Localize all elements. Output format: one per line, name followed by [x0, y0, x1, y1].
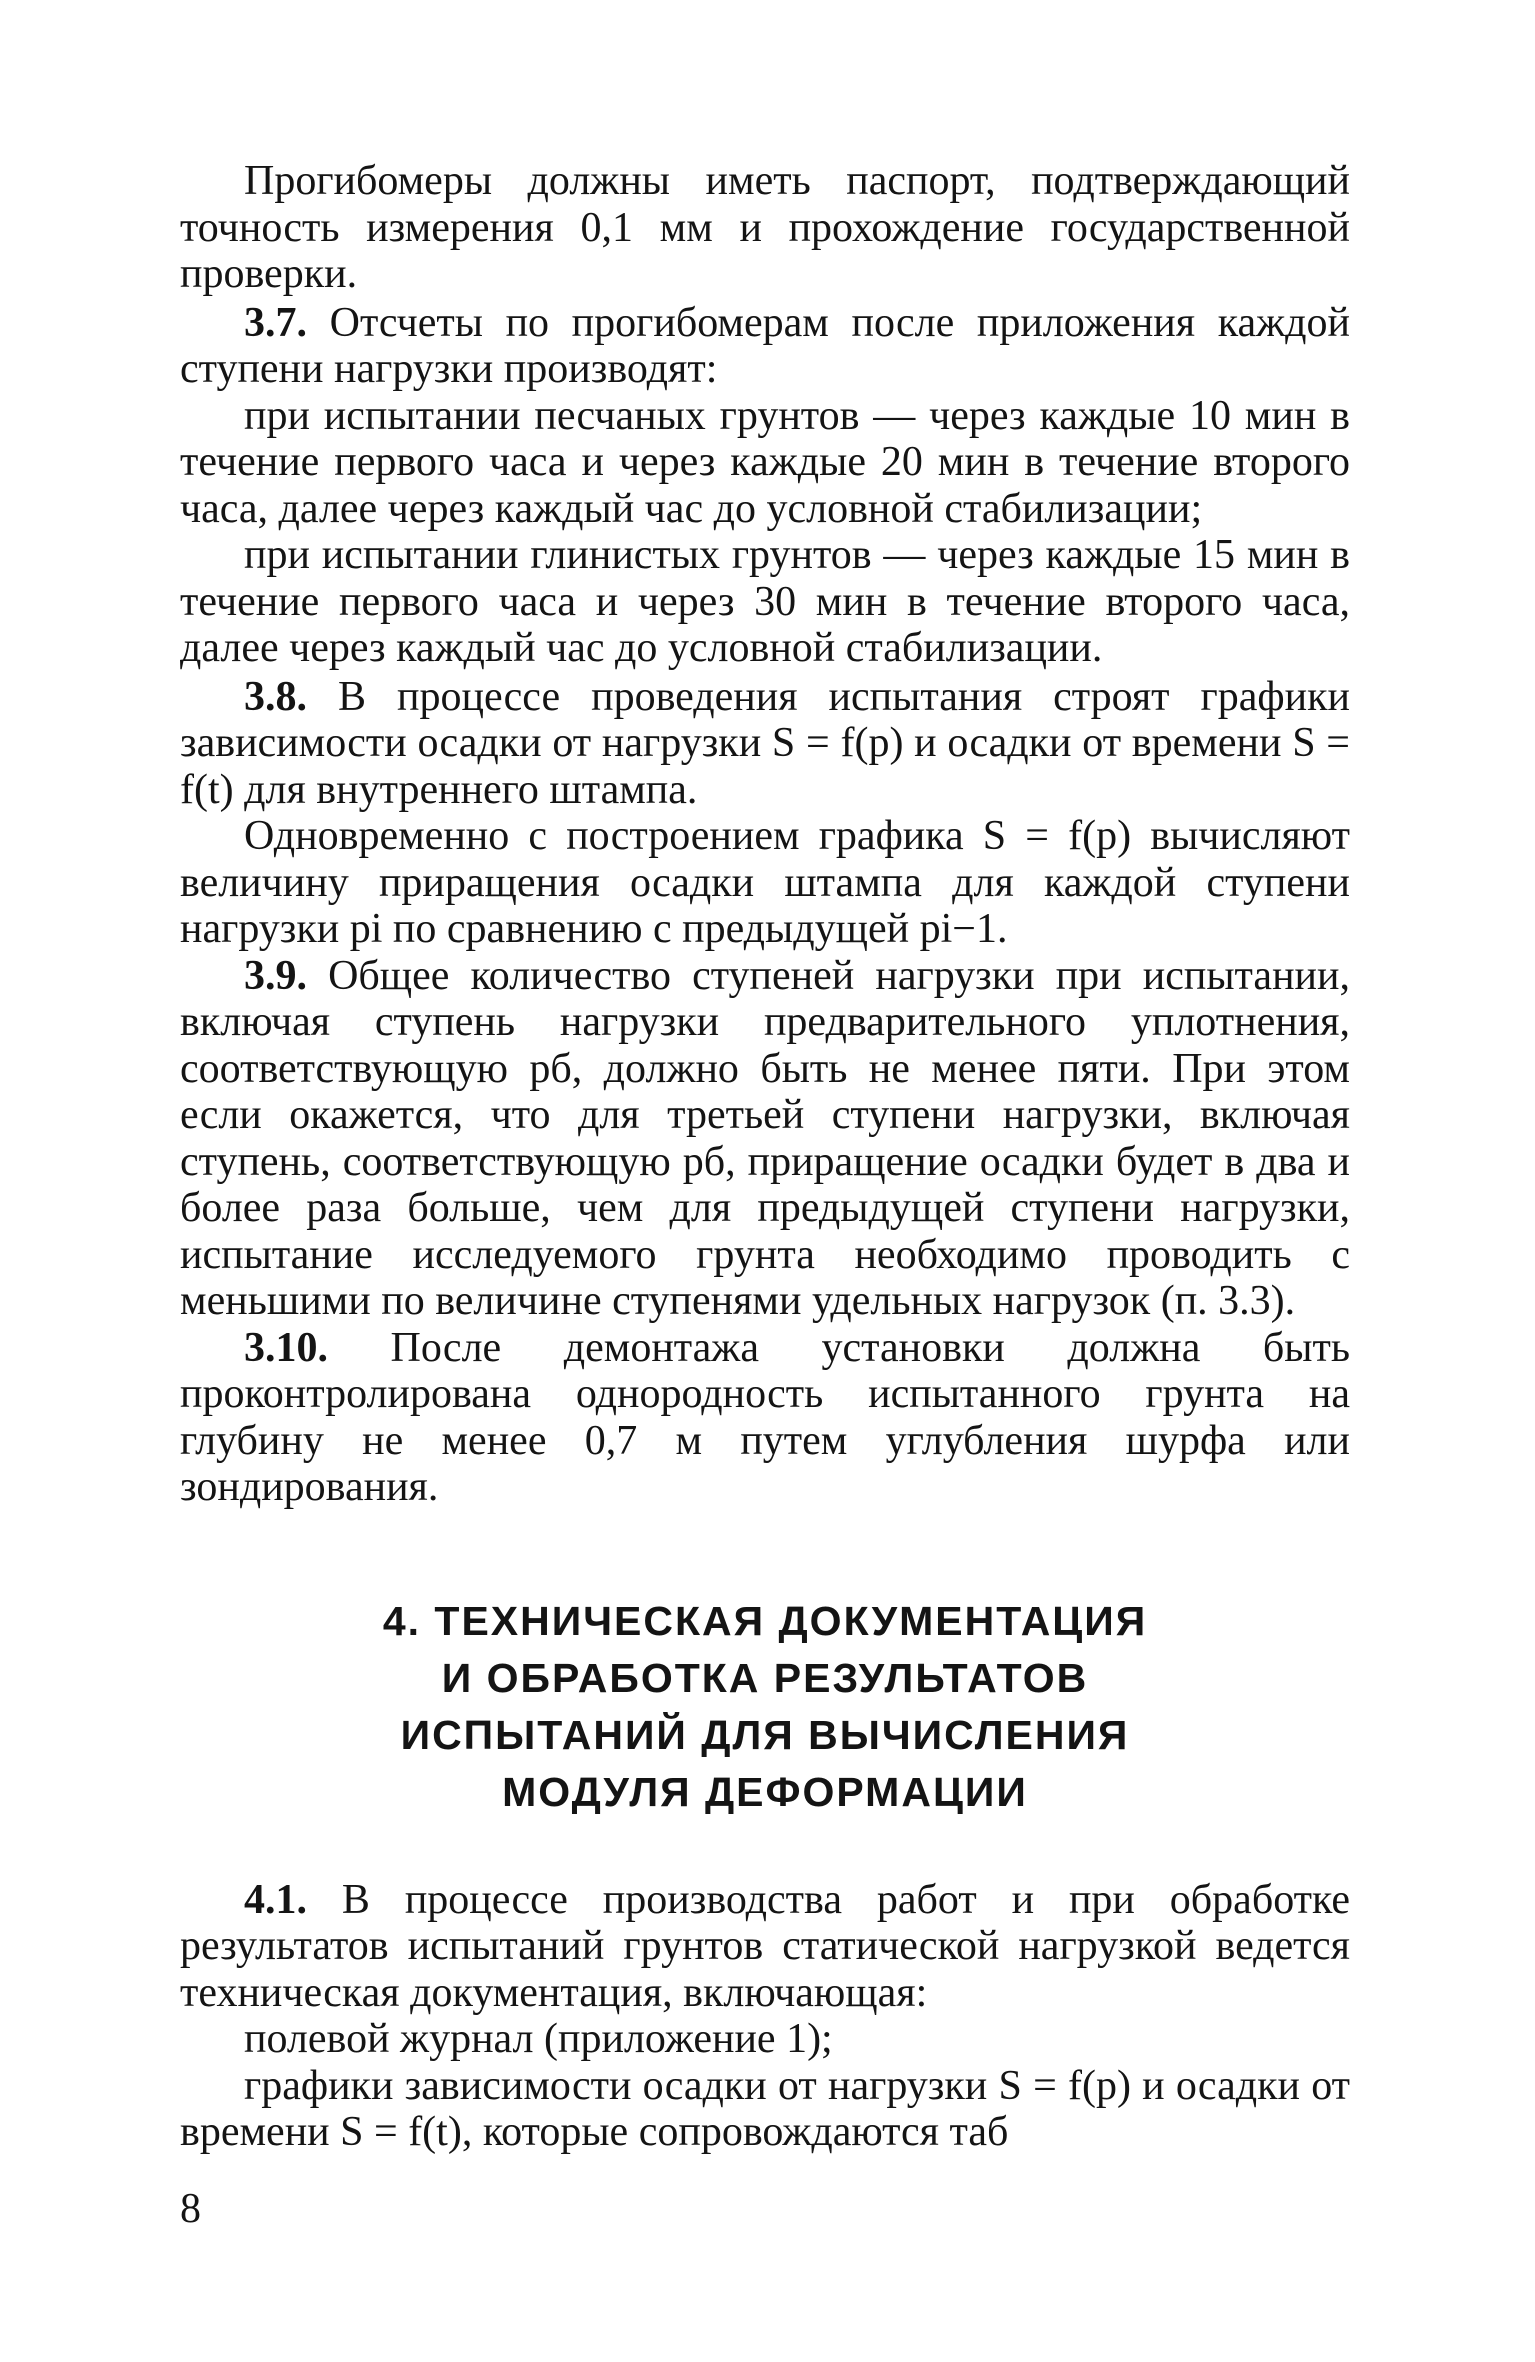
- paragraph-3-7-sandy: при испытании песчаных грунтов — через каждые 10 мин в течение первого часа и через каждые 20 мин в течение второго часа, далее через каждый час до условной стабилизации;: [180, 392, 1350, 532]
- page-content: [180, 158, 1350, 2156]
- page-number: 8: [180, 2186, 201, 2232]
- paragraph-3-7: [180, 300, 1350, 393]
- paragraph-4-1: [180, 1877, 1350, 2017]
- clause-text: Отсчеты по прогибомерам после приложения каждой ступени нагрузки производят:: [180, 299, 1350, 392]
- clause-text: Общее количество ступеней нагрузки при испытании, включая ступень нагрузки предварительного уплотнения, соответствующую pб, должно быть не менее пяти. При этом если окажется, что для третьей ступени нагрузки, включая ступень, соответствующую pб, приращение осадки будет в два и более раза больше, чем для предыдущей ступени нагрузки, испытание исследуемого грунта необходимо проводить с меньшими по величине ступенями удельных нагрузок (п. 3.3).: [180, 952, 1350, 1324]
- clause-number: 3.7.: [244, 299, 307, 346]
- paragraph-4-1-journal: полевой журнал (приложение 1);: [244, 2016, 833, 2062]
- clause-text: После демонтажа установки должна быть проконтролирована однородность испытанного грунта на глубину не менее 0,7 м путем углубления шурфа или зондирования.: [180, 1324, 1350, 1510]
- heading-line: МОДУЛЯ ДЕФОРМАЦИИ: [502, 1768, 1028, 1815]
- paragraph-3-8-increment: Одновременно с построением графика S = f(p) вычисляют величину приращения осадки штампа для каждой ступени нагрузки pi по сравнению с предыдущей pi−1.: [180, 813, 1350, 952]
- heading-line: 4. ТЕХНИЧЕСКАЯ ДОКУМЕНТАЦИЯ: [382, 1597, 1148, 1644]
- clause-number: 3.8.: [244, 673, 307, 720]
- heading-line: И ОБРАБОТКА РЕЗУЛЬТАТОВ: [441, 1654, 1089, 1701]
- paragraph-gauges-passport: Прогибомеры должны иметь паспорт, подтверждающий точность измерения 0,1 мм и прохождение государственной проверки.: [180, 158, 1350, 297]
- paragraph-4-1-graphs: графики зависимости осадки от нагрузки S = f(p) и осадки от времени S = f(t), которые сопровождаются таб: [180, 2062, 1350, 2155]
- heading-line: ИСПЫТАНИЙ ДЛЯ ВЫЧИСЛЕНИЯ: [400, 1711, 1130, 1758]
- clause-number: 4.1.: [244, 1876, 307, 1923]
- clause-text: В процессе проведения испытания строят графики зависимости осадки от нагрузки S = f(p) и осадки от времени S = f(t) для внутреннего штампа.: [180, 673, 1350, 813]
- paragraph-3-10: [180, 1325, 1350, 1511]
- clause-text: В процессе производства работ и при обработке результатов испытаний грунтов статической нагрузкой ведется техническая документация, включающая:: [180, 1876, 1350, 2016]
- clause-number: 3.9.: [244, 952, 307, 999]
- clause-number: 3.10.: [244, 1324, 328, 1371]
- paragraph-3-9: [180, 953, 1350, 1325]
- section-heading: [180, 1593, 1350, 1821]
- paragraph-3-8: [180, 674, 1350, 814]
- paragraph-3-7-clay: при испытании глинистых грунтов — через каждые 15 мин в течение первого часа и через 30 мин в течение второго часа, далее через каждый час до условной стабилизации.: [180, 532, 1350, 671]
